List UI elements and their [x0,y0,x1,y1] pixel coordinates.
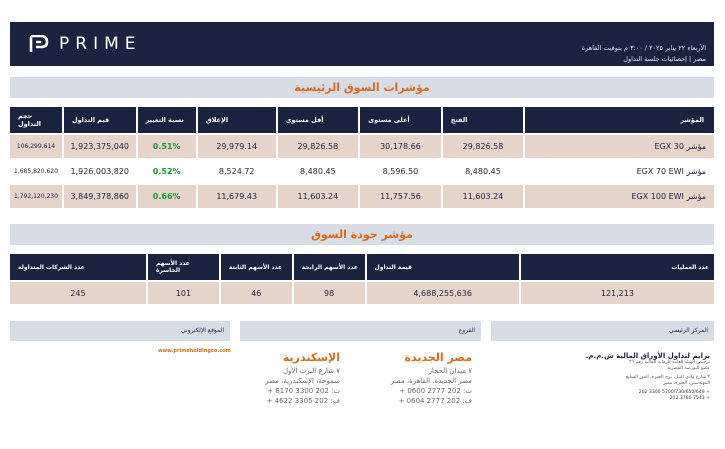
high-value: 11,757.56 [360,185,441,208]
change-value: 0.66% [138,185,196,208]
close-value: 11,679.43 [198,185,276,208]
col-header-low: أقل مستوى [278,107,359,133]
branch-address: ٧ ميدان الحجاز [428,367,472,375]
page-header [10,22,714,66]
volume-value: 106,299,614 [10,135,62,158]
volume-value: 1,685,820,620 [10,160,62,183]
col-header-index: المؤشر [525,107,714,133]
table-row [10,135,714,158]
footer-website-header: الموقع الإلكتروني [10,321,230,341]
col-header-volume: حجم التداول [10,107,62,133]
open-value: 8,480.45 [443,160,524,183]
col-header-transactions: عدد العمليات [521,254,714,280]
license-line: ترخيص الهيئة العامة للرقابة المالية رقم ٢٦ [629,360,710,365]
company-name: برايم لتداول الأوراق المالية ش.م.م. [585,352,710,360]
indices-header-row [10,107,714,133]
report-subtitle: مصر | إحصائيات جلسة التداول [623,55,706,63]
gainers-value: 98 [294,282,365,304]
branch-phone: ت: 202 2777 0600 + [399,387,472,395]
low-value: 11,603.24 [278,185,359,208]
index-name: مؤشر EGX 30 [525,135,714,158]
change-value: 0.52% [138,160,196,183]
website-link[interactable]: www.primeholdingco.com [158,348,231,354]
section-title-main-indices: مؤشرات السوق الرئيسية [10,77,714,98]
hq-address-line: المهندسين، الجيزة، مصر [663,381,710,386]
hq-address-line: ٢ شارع وادي النيل، برج الجيزة، الدور السابع [625,375,710,380]
col-header-close: الإغلاق [198,107,276,133]
branch-heliopolis [372,350,472,406]
turnover-value: 1,926,003,820 [64,160,136,183]
traded-companies-value: 245 [10,282,146,304]
high-value: 30,178.66 [360,135,441,158]
turnover-value: 1,923,375,040 [64,135,136,158]
traded-value: 4,688,255,636 [367,282,519,304]
open-value: 29,826.58 [443,135,524,158]
section-title-market-quality: مؤشر جودة السوق [10,224,714,245]
unchanged-value: 46 [221,282,292,304]
col-header-unchanged: عدد الأسهم الثابتة [221,254,292,280]
col-header-turnover-value: قيم التداول [64,107,136,133]
close-value: 29,979.14 [198,135,276,158]
close-value: 8,524.72 [198,160,276,183]
high-value: 8,596.50 [360,160,441,183]
market-quality-table [8,252,716,306]
brand-name: PRIME [59,34,142,54]
branch-address: سموحة، الإسكندرية، مصر [265,377,340,385]
col-header-open: الفتح [443,107,524,133]
headquarters-info [540,352,710,402]
table-row [10,282,714,304]
membership-line: عضو البورصة المصرية [667,366,710,371]
col-header-traded-value: قيمة التداول [367,254,519,280]
report-date: الأربعاء ٢٢ يناير ٢٠٢٥ / ٣:٠٠ م بتوقيت القاهرة [581,44,706,52]
col-header-change: نسبة التغيير [138,107,196,133]
table-row [10,185,714,208]
col-header-gainers: عدد الأسهم الرابحة [294,254,365,280]
branch-address: ٧ شارع البرت الأول [282,367,340,375]
branch-alexandria [240,350,340,406]
branch-name: الإسكندرية [282,351,340,364]
col-header-losers: عدد الأسهم الخاسرة [148,254,219,280]
col-header-high: أعلى مستوى [360,107,441,133]
header-info [582,43,706,65]
branch-phone: ت: 202 3300 8170 + [267,387,340,395]
col-header-traded-companies: عدد الشركات المتداولة [10,254,146,280]
footer-branches-header: الفروع [240,321,481,341]
losers-value: 101 [148,282,219,304]
index-name: مؤشر EGX 100 EWI [525,185,714,208]
low-value: 29,826.58 [278,135,359,158]
branch-address: مصر الجديدة، القاهرة، مصر [390,377,472,385]
branch-fax: ف: 202 2777 0604 + [398,397,472,405]
prime-logo-icon [29,35,49,53]
transactions-value: 121,213 [521,282,714,304]
hq-phone: 202 3300 5700/730/650/649 + [638,390,710,395]
turnover-value: 3,849,378,860 [64,185,136,208]
low-value: 8,480.45 [278,160,359,183]
branch-name: مصر الجديدة [404,351,472,364]
quality-header-row [10,254,714,280]
branch-fax: ف: 202 3305 4622 + [266,397,340,405]
volume-value: 1,792,120,230 [10,185,62,208]
table-row [10,160,714,183]
open-value: 11,603.24 [443,185,524,208]
footer-main-office-header: المركز الرئيسي [491,321,714,341]
index-name: مؤشر EGX 70 EWI [525,160,714,183]
indices-table [8,105,716,210]
hq-fax: 202 3760 7543 + [669,396,710,401]
change-value: 0.51% [138,135,196,158]
prime-logo [29,33,142,55]
